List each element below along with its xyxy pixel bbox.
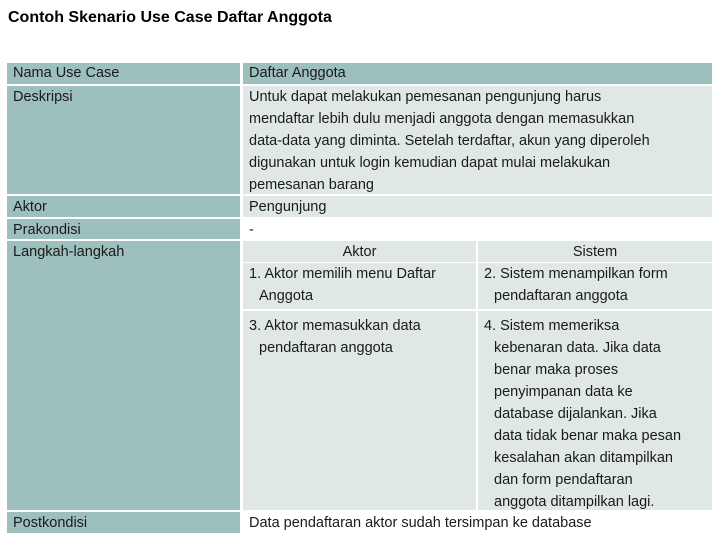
col-header-sistem: Sistem <box>478 241 712 262</box>
step-line: 2. Sistem menampilkan form <box>484 266 668 282</box>
label-deskripsi: Deskripsi <box>7 86 240 194</box>
step-line: kebenaran data. Jika data <box>494 340 661 356</box>
deskripsi-line: pemesanan barang <box>249 177 374 193</box>
step-line: 3. Aktor memasukkan data <box>249 318 421 334</box>
deskripsi-line: digunakan untuk login kemudian dapat mulai melakukan <box>249 155 611 171</box>
page-title: Contoh Skenario Use Case Daftar Anggota <box>8 9 332 26</box>
deskripsi-line: mendaftar lebih dulu menjadi anggota dengan memasukkan <box>249 111 635 127</box>
label-postkondisi: Postkondisi <box>7 512 240 533</box>
step-line: pendaftaran anggota <box>259 340 393 356</box>
deskripsi-line: data-data yang diminta. Setelah terdaftar, akun yang diperoleh <box>249 133 650 149</box>
value-deskripsi <box>243 86 712 194</box>
step-line: anggota ditampilkan lagi. <box>494 494 655 510</box>
step-sistem-4 <box>478 311 712 510</box>
step-line: Anggota <box>259 288 314 304</box>
label-prakondisi: Prakondisi <box>7 219 240 239</box>
step-line: kesalahan akan ditampilkan <box>494 450 673 466</box>
step-aktor-1 <box>243 263 476 309</box>
step-line: pendaftaran anggota <box>494 288 628 304</box>
label-aktor: Aktor <box>7 196 240 217</box>
step-line: 1. Aktor memilih menu Daftar <box>249 266 436 282</box>
value-postkondisi: Data pendaftaran aktor sudah tersimpan ke database <box>243 512 712 533</box>
label-nama-use-case: Nama Use Case <box>7 63 240 84</box>
step-line: benar maka proses <box>494 362 619 378</box>
value-nama-use-case: Daftar Anggota <box>243 63 712 84</box>
step-line: data tidak benar maka pesan <box>494 428 682 444</box>
step-line: 4. Sistem memeriksa <box>484 318 620 334</box>
label-langkah: Langkah-langkah <box>7 241 240 510</box>
deskripsi-line: Untuk dapat melakukan pemesanan pengunjung harus <box>249 89 602 105</box>
col-header-aktor: Aktor <box>243 241 476 262</box>
step-line: penyimpanan data ke <box>494 384 633 400</box>
step-aktor-3 <box>243 311 476 510</box>
step-sistem-2 <box>478 263 712 309</box>
value-aktor: Pengunjung <box>243 196 712 217</box>
value-prakondisi: - <box>243 219 712 239</box>
step-line: database dijalankan. Jika <box>494 406 657 422</box>
step-line: dan form pendaftaran <box>494 472 633 488</box>
